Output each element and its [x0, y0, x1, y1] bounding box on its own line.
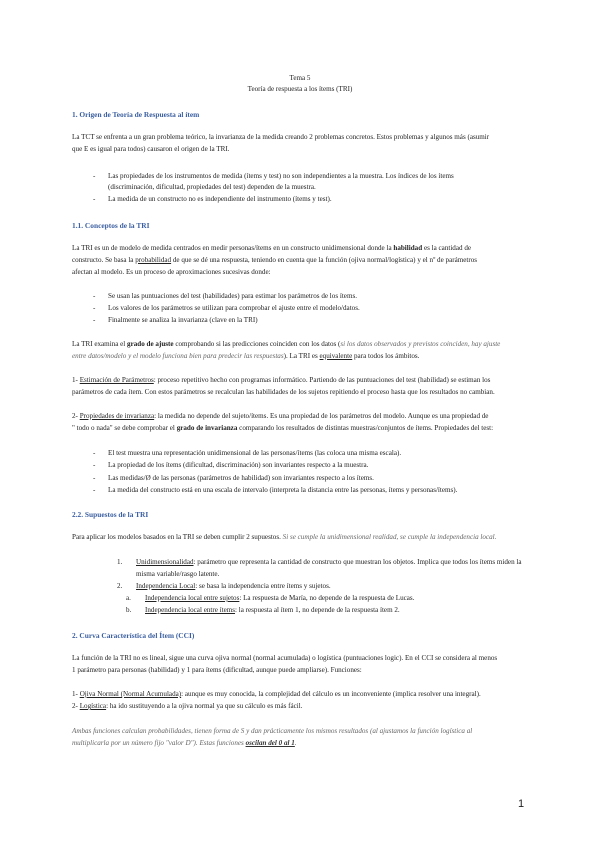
- bullet-dash: -: [93, 474, 96, 482]
- list-item: Unidimensionalidad: parámetro que representa la cantidad de constructo que muestran los objetos. Implica que todos los ítems miden la: [136, 558, 522, 566]
- paragraph-line: afectan al modelo. Es un proceso de aproximaciones sucesivas donde:: [72, 268, 271, 276]
- bullet-text: Finalmente se analiza la invarianza (clave en la TRI): [108, 316, 258, 324]
- bullet-dash: -: [93, 316, 96, 324]
- paragraph-line: " todo o nada" se debe comprobar el grado de invarianza comparando los resultados de distintas muestras/conjuntos de ítems. Propiedades del test:: [72, 424, 494, 432]
- bullet-text: La medida del constructo está en una escala de intervalo (interpreta la distancia entre las personas, ítems y personas/ítems).: [108, 486, 458, 494]
- list-item: Independencia local entre sujetos: La respuesta de María, no depende de la respuesta de Lucas.: [145, 594, 415, 602]
- bullet-text: La propiedad de los ítems (dificultad, discriminación) son invariantes respecto a la muestra.: [108, 461, 369, 469]
- bullet-dash: -: [93, 486, 96, 494]
- paragraph-line: 1- Estimación de Parámetros: proceso repetitivo hecho con programas informático. Partiendo de las puntuaciones del test (habilidad) se estiman los: [72, 376, 491, 384]
- list-number: 1.: [117, 558, 123, 566]
- paragraph-line: constructo. Se basa la probabilidad de que se dé una respuesta, teniendo en cuenta que la función (ojiva normal/logística) y el nº de parámetros: [72, 256, 478, 264]
- bullet-dash: -: [93, 304, 96, 312]
- section-heading-curva: 2. Curva Característica del Ítem (CCI): [72, 631, 195, 640]
- list-letter: a.: [126, 594, 131, 602]
- list-item: Independencia local entre ítems: la respuesta al ítem 1, no depende de la respuesta ítem 2.: [145, 606, 400, 614]
- paragraph-line: Para aplicar los modelos basados en la TRI se deben cumplir 2 supuestos. Si se cumple la unidimensional realidad, se cumple la independencia local.: [72, 533, 497, 541]
- bullet-dash: -: [93, 195, 96, 203]
- list-item: misma variable/rasgo latente.: [136, 570, 220, 578]
- paragraph-line: La función de la TRI no es lineal, sigue una curva ojiva normal (normal acumulada) o logística (puntuaciones logic). En el CCI se considera al menos: [72, 654, 498, 662]
- topic-title: Tema 5: [289, 74, 311, 82]
- bullet-dash: -: [93, 461, 96, 469]
- list-item: Independencia Local: se basa la independencia entre ítems y sujetos.: [136, 582, 331, 590]
- paragraph-line: 1- Ojiva Normal (Normal Acumulada): aunque es muy conocida, la complejidad del cálculo es un inconveniente (implica resolver una integral).: [72, 690, 481, 698]
- paragraph-line: 2- Propiedades de invarianza: la medida no depende del sujeto/ítems. Es una propiedad de los parámetros del modelo. Aunque es una propiedad de: [72, 412, 489, 420]
- paragraph-line: La TCT se enfrenta a un gran problema teórico, la invarianza de la medida creando 2 problemas concretos. Estos problemas y algunos más (asumir: [72, 133, 490, 141]
- bullet-dash: -: [93, 292, 96, 300]
- paragraph-line: que E es igual para todos) causaron el origen de la TRI.: [72, 145, 230, 153]
- list-letter: b.: [126, 606, 132, 614]
- list-number: 2.: [117, 582, 123, 590]
- note-line: Ambas funciones calculan probabilidades, tienen forma de S y dan prácticamente los mismos resultados (al ajustamos la función logística al: [72, 727, 473, 735]
- paragraph-line: 2- Logística: ha ido sustituyendo a la ojiva normal ya que su cálculo es más fácil.: [72, 702, 303, 710]
- bullet-text: Las medidas/Ø de las personas (parámetros de habilidad) son invariantes respecto a los ítems.: [108, 474, 374, 482]
- paragraph-line: entre datos/modelo y el modelo funciona bien para predecir las respuestas). La TRI es equivalente para todos los ámbitos.: [72, 352, 420, 360]
- page-number: 1: [518, 798, 525, 810]
- paragraph-line: 1 parámetro para personas (habilidad) y 1 para ítems (dificultad, aunque puede ampliarse). Funciones:: [72, 666, 362, 674]
- paragraph-line: La TRI examina el grado de ajuste comprobando si las predicciones coinciden con los datos (si los datos observados y previstos coinciden, hay ajuste: [72, 340, 501, 348]
- topic-subtitle: Teoría de respuesta a los ítems (TRI): [247, 85, 353, 93]
- bullet-dash: -: [93, 449, 96, 457]
- section-heading-supuestos: 2.2. Supuestos de la TRI: [72, 510, 149, 519]
- paragraph-line: parámetros de cada ítem. Con estos parámetros se recalculan las habilidades de los sujetos repitiendo el proceso hasta que los resultados no cambian.: [72, 388, 495, 396]
- bullet-text: La medida de un constructo no es independiente del instrumento (ítems y test).: [108, 195, 332, 203]
- section-heading-origen: 1. Origen de Teoría de Respuesta al ítem: [72, 110, 200, 119]
- bullet-text: Se usan las puntuaciones del test (habilidades) para estimar los parámetros de los ítems.: [108, 292, 358, 300]
- section-heading-conceptos: 1.1. Conceptos de la TRI: [72, 221, 150, 230]
- bullet-text: El test muestra una representación unidimensional de las personas/ítems (las coloca una misma escala).: [108, 449, 402, 457]
- bullet-text: Las propiedades de los instrumentos de medida (ítems y test) no son independientes a la muestra. Los índices de los ítems: [108, 172, 454, 180]
- bullet-text: Los valores de los parámetros se utilizan para comprobar el ajuste entre el modelo/datos.: [108, 304, 360, 312]
- paragraph-line: La TRI es un de modelo de medida centrados en medir personas/ítems en un constructo unidimensional donde la habilidad es la cantidad de: [72, 244, 472, 252]
- note-line: multiplicarla por un número fijo "valor D"). Estas funciones oscilan del 0 al 1.: [72, 739, 297, 747]
- bullet-text: (discriminación, dificultad, propiedades del test) dependen de la muestra.: [108, 183, 316, 191]
- bullet-dash: -: [93, 172, 96, 180]
